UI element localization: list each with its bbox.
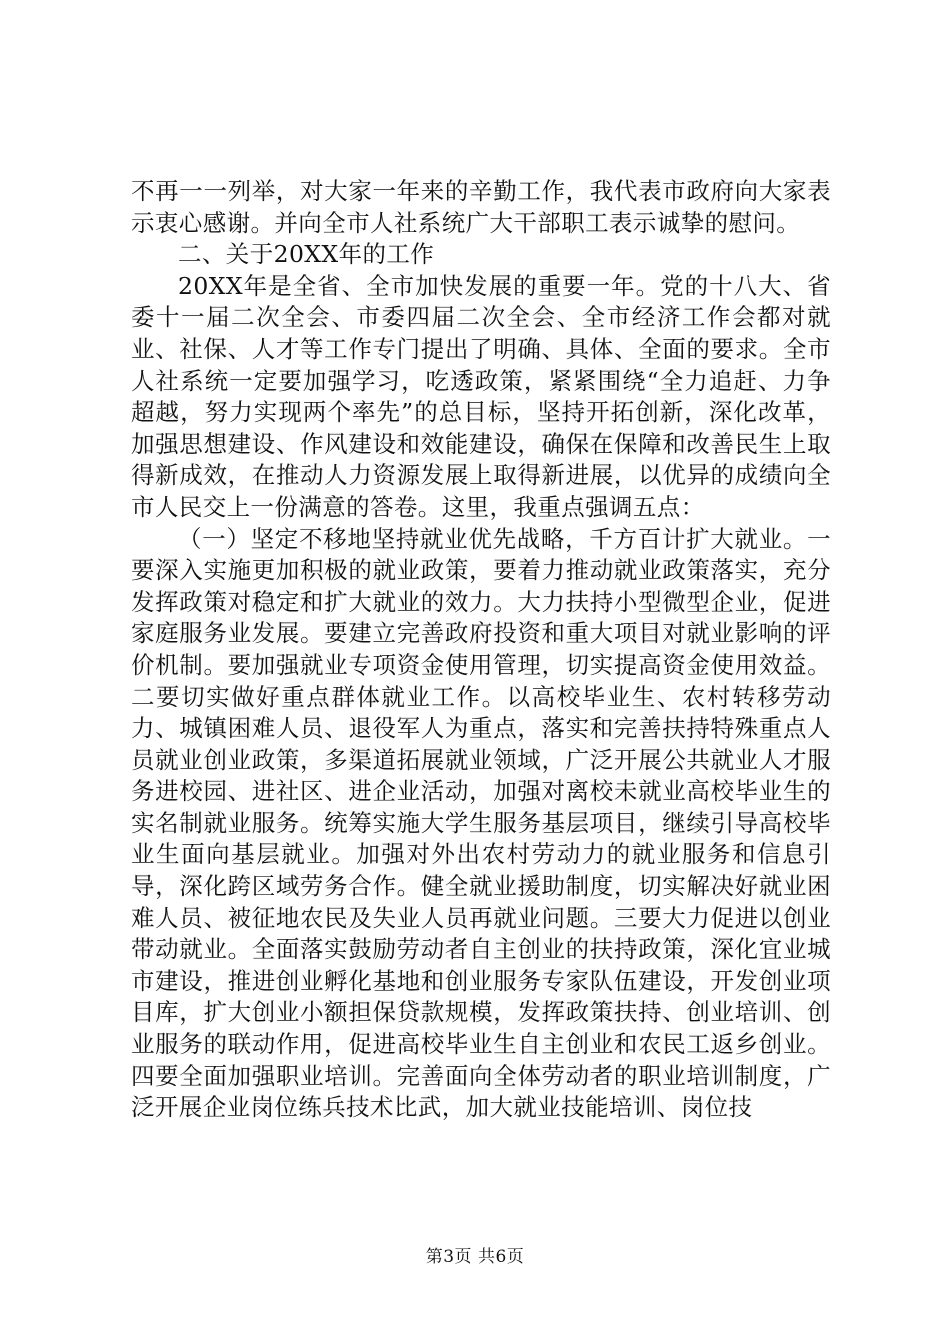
document-body	[131, 176, 831, 1124]
page-number-footer: 第3页 共6页	[425, 1247, 525, 1267]
paragraph-point-one: （一）坚定不移地坚持就业优先战略，千方百计扩大就业。一要深入实施更加积极的就业政策，要着力推动就业政策落实，充分发挥政策对稳定和扩大就业的效力。大力扶持小型微型企业，促进家庭服务业发展。要建立完善政府投资和重大项目对就业影响的评价机制。要加强就业专项资金使用管理，切实提高资金使用效益。二要切实做好重点群体就业工作。以高校毕业生、农村转移劳动力、城镇困难人员、退役军人为重点，落实和完善扶持特殊重点人员就业创业政策，多渠道拓展就业领域，广泛开展公共就业人才服务进校园、进社区、进企业活动，加强对离校未就业高校毕业生的实名制就业服务。统筹实施大学生服务基层项目，继续引导高校毕业生面向基层就业。加强对外出农村劳动力的就业服务和信息引导，深化跨区域劳务合作。健全就业援助制度，切实解决好就业困难人员、被征地农民及失业人员再就业问题。三要大力促进以创业带动就业。全面落实鼓励劳动者自主创业的扶持政策，深化宜业城市建设，推进创业孵化基地和创业服务专家队伍建设，开发创业项目库，扩大创业小额担保贷款规模，发挥政策扶持、创业培训、创业服务的联动作用，促进高校毕业生自主创业和农民工返乡创业。四要全面加强职业培训。完善面向全体劳动者的职业培训制度，广泛开展企业岗位练兵技术比武，加大就业技能培训、岗位技	[131, 524, 831, 1122]
paragraph-intro: 20XX年是全省、全市加快发展的重要一年。党的十八大、省委十一届二次全会、市委四届二次全会、全市经济工作会都对就业、社保、人才等工作专门提出了明确、具体、全面的要求。全市人社系统一定要加强学习，吃透政策，紧紧围绕“全力追赶、力争超越，努力实现两个率先”的总目标，坚持开拓创新，深化改革，加强思想建设、作风建设和效能建设，确保在保障和改善民生上取得新成效，在推动人力资源发展上取得新进展，以优异的成绩向全市人民交上一份满意的答卷。这里，我重点强调五点：	[131, 271, 831, 521]
section-heading: 二、关于20XX年的工作	[178, 240, 435, 269]
paragraph-continued: 不再一一列举，对大家一年来的辛勤工作，我代表市政府向大家表示衷心感谢。并向全市人社系统广大干部职工表示诚挚的慰问。	[131, 177, 831, 237]
